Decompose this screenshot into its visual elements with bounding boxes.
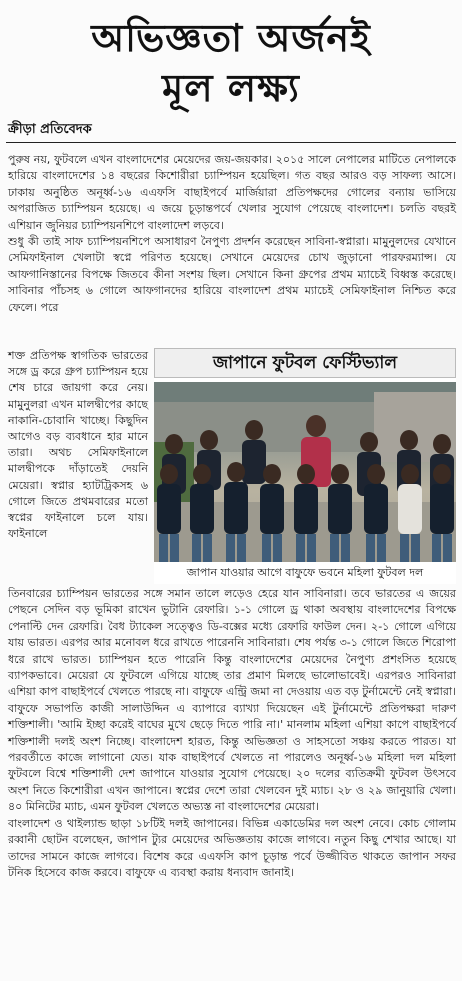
- paragraph: শক্ত প্রতিপক্ষ স্বাগতিক ভারতের সঙ্গে ড্র করে গ্রুপ চ্যাম্পিয়ন হয়ে শেষ চারে জায়গা করে নেয়। মামুনুলরা এখন মালদ্বীপের কাছে নাকানি-চোবানি খাচ্ছে। কিছুদিন আগেও বড় ব্যবধানে হার মানে তারা। অথচ সেমিফাইনালে মালদ্বীপকে দাঁড়াতেই দেয়নি মেয়েরা। স্বপ্নার হ্যাটট্রিকসহ ৬ গোলে জিতে প্রথমবারের মতো স্বপ্নের ফাইনালে চলে যায়। ফাইনালে: [8, 349, 148, 541]
- article-left-column: [8, 348, 148, 574]
- photo-box: [154, 348, 456, 584]
- headline-line-1: অভিজ্ঞতা অর্জনই: [91, 16, 371, 60]
- team-photo-illustration: [154, 382, 456, 562]
- byline-rule: [6, 142, 456, 143]
- paragraph: পুরুষ নয়, ফুটবলে এখন বাংলাদেশের মেয়েদের জয়-জয়কার। ২০১৫ সালে নেপালের মাটিতে নেপালকে হারিয়ে বাংলাদেশের ১৪ বছরের কিশোরীরা চ্যাম্পিয়ন হয়েছিল। গত বছর আরও বড় সাফল্য আসে। ঢাকায় অনুষ্ঠিত অনূর্ধ্ব-১৬ এএফসি বাছাইপর্বে মার্জিয়ারা প্রতিপক্ষদের গোলের বন্যায় ভাসিয়ে অপরাজিত চ্যাম্পিয়ন হয়েছে। এ জয়ে চূড়ান্তপর্বে খেলার সুযোগ পেয়েছে বাংলাদেশ। চলতি বছরই এশিয়ান জুনিয়র চ্যাম্পিয়নশিপে বাংলাদেশ লড়বে।: [8, 153, 456, 232]
- article-bottom: [8, 586, 456, 980]
- team-photo: [154, 382, 456, 562]
- byline: ক্রীড়া প্রতিবেদক: [8, 122, 92, 137]
- paragraph: শুধু কী তাই সাফ চ্যাম্পিয়নশিপে অসাধারণ নৈপুণ্য প্রদর্শন করেছেন সাবিনা-স্বপ্নারা। মামুনুলদের যেখানে সেমিফাইনাল খেলাটা স্বপ্নে পরিণত হয়েছে। সেখানে মেয়েদের চোখ জুড়ানো পারফরম্যান্স। যে আফগানিস্তানের বিপক্ষে জিতবে কীনা সংশয় ছিল। সেখানে কিনা গ্রুপের প্রথম ম্যাচেই বিধ্বস্ত করেছে। সাবিনার পাঁচসহ ৬ গোলে আফগানদের হারিয়ে বাংলাদেশ প্রথম ম্যাচেই সেমিফাইনাল নিশ্চিত করে ফেলে। পরে: [8, 235, 456, 314]
- paragraph: বাংলাদেশ ও থাইল্যান্ড ছাড়া ১৮টিই দলই জাপানের। বিভিন্ন একাডেমির দল অংশ নেবে। কোচ গোলাম রব্বানী ছোটন বলেছেন, জাপান ট্যুর মেয়েদের অভিজ্ঞতায় কাজে লাগবে। নতুন কিছু শেখার আছে। যা তাদের সামনে কাজে লাগবে। বিশেষ করে এএফসি কাপ চূড়ান্ত পর্বে উজ্জীবিত থাকতে জাপান সফর টনিক হিসেবে কাজ করবে। বাফুফে এ ব্যবস্থা করায় ধন্যবাদ জানাই।: [8, 816, 456, 879]
- headline-line-2: মূল লক্ষ্য: [162, 66, 300, 110]
- photo-title: জাপানে ফুটবল ফেস্টিভ্যাল: [154, 348, 456, 378]
- paragraph: তিনবারের চ্যাম্পিয়ন ভারতের সঙ্গে সমান তালে লড়েও হেরে যান সাবিনারা। তবে ভারতের এ জয়ের পেছনে সেদিন বড় ভূমিকা রাখেন ভুটানি রেফারি। ১-১ গোলে ড্র থাকা অবস্থায় বাংলাদেশের বিপক্ষে পেনাল্টি দেন রেফারি। বৈধ ট্যাকেল সত্ত্বেও ডি-বক্সের মধ্যে রেফারি ফাউল দেন। ২-১ গোলে এগিয়ে যায় ভারত। এরপর আর মনোবল ধরে রাখতে পারেননি সাবিনারা। শেষ পর্যন্ত ৩-১ গোলে জিতে শিরোপা ধরে রাখে ভারত। চ্যাম্পিয়ন হতে পারেনি কিন্তু বাংলাদেশের মেয়েদের নৈপুণ্য প্রশংসিত হয়েছে ব্যাপকভাবে। মেয়েরা যে ফুটবলে এগিয়ে যাচ্ছে তার প্রমাণ মিলছে ভালোভাবেই। এরপরও সাবিনারা এশিয়া কাপ বাছাইপর্বে খেলতে পারছে না। বাফুফে এন্ট্রি জমা না দেওয়ায় এত বড় টুর্নামেন্টে নেই স্বপ্নারা। বাফুফে সভাপতি কাজী সালাউদ্দিন এ ব্যাপারে ব্যাখ্যা দিয়েছেন এই টুর্নামেন্টে প্রতিপক্ষরা দারুণ শক্তিশালী। 'আমি ইচ্ছা করেই বাঘের মুখে ছেড়ে দিতে পারি না।' মানলাম মহিলা এশিয়া কাপে বাছাইপর্বে শক্তিশালী দলই অংশ নিচ্ছে। বাংলাদেশ হারত, কিন্তু অভিজ্ঞতা ও সাহসতো সঞ্চয় করতে পারত। যা পরবর্তীতে কাজে লাগানো যেত। যাক বাছাইপর্বে খেলতে না পারলেও অনূর্ধ্ব-১৬ মহিলা দল মহিলা ফুটবলে বিশ্বে শক্তিশালী দেশ জাপানে যাওয়ার সুযোগ পেয়েছে। ২০ দলের ব্যতিক্রমী ফুটবল উৎসবে অংশ নিতে কিশোরীরা এখন জাপানে। স্বপ্নের দেশে তারা খেলবেন দুই ম্যাচ। ২৮ ও ২৯ জানুয়ারি খেলা। ৪০ মিনিটের ম্যাচ, এমন ফুটবল খেলতে অভ্যস্ত না বাংলাদেশের মেয়েরা।: [8, 587, 456, 814]
- article-top: [8, 152, 456, 338]
- photo-caption: জাপান যাওয়ার আগে বাফুফে ভবনে মহিলা ফুটবল দল: [186, 566, 424, 579]
